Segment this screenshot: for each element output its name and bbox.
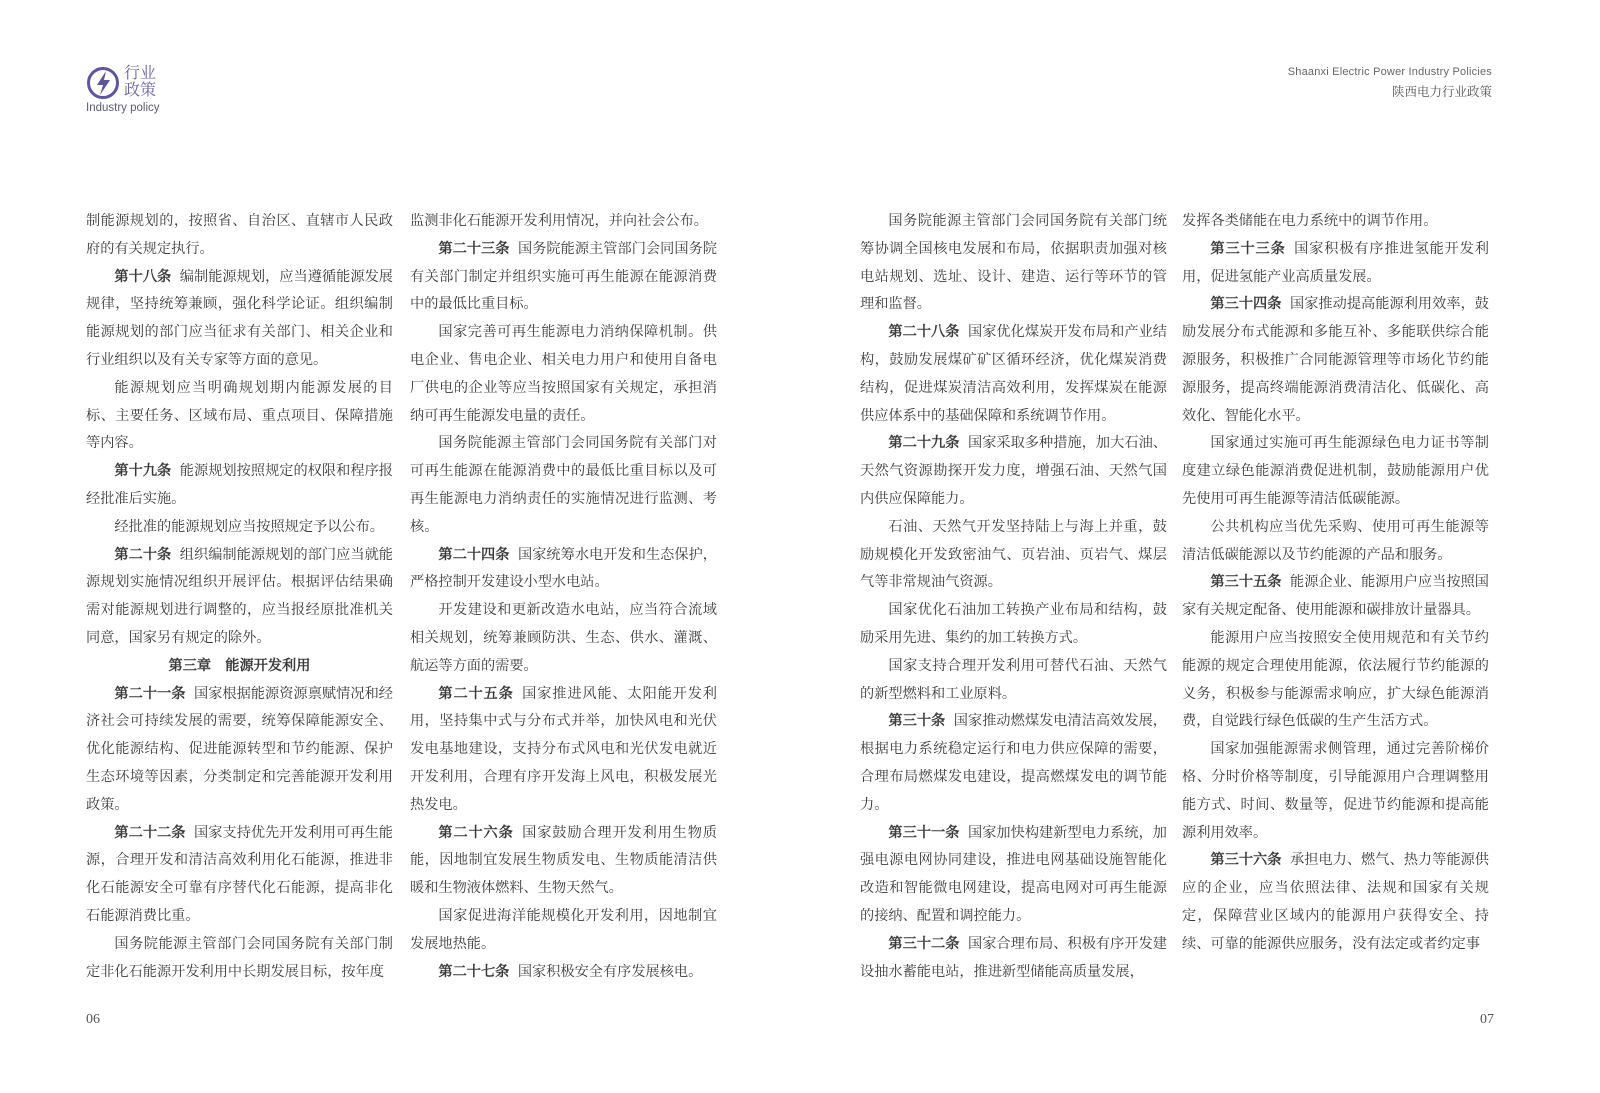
article-number: 第二十九条 xyxy=(888,435,960,452)
article-number: 第三十一条 xyxy=(888,824,960,841)
paragraph-text: 国家促进海洋能规模化开发利用，因地制宜发展地热能。 xyxy=(410,907,717,952)
paragraph xyxy=(86,931,393,987)
paragraph-text: 公共机构应当优先采购、使用可再生能源等清洁低碳能源以及节约能源的产品和服务。 xyxy=(1182,518,1489,563)
paragraph-text: 承担电力、燃气、热力等能源供应的企业，应当依照法律、法规和国家有关规定，保障营业区域内的能源用户获得安全、持续、可靠的能源供应服务，没有法定或者约定事 xyxy=(1182,852,1489,952)
paragraph-text: 国家完善可再生能源电力消纳保障机制。供电企业、售电企业、相关电力用户和使用自备电厂供电的企业等应当按照国家有关规定，承担消纳可再生能源发电量的责任。 xyxy=(410,324,717,424)
paragraph xyxy=(86,542,393,653)
article-number: 第十八条 xyxy=(114,268,172,285)
article-number: 第二十四条 xyxy=(438,546,510,563)
article-number: 第三十四条 xyxy=(1210,296,1282,313)
paragraph-text: 编制能源规划，应当遵循能源发展规律，坚持统筹兼顾，强化科学论证。组织编制能源规划的部门应当征求有关部门、相关企业和行业组织以及有关专家等方面的意见。 xyxy=(86,268,393,368)
paragraph xyxy=(860,820,1167,931)
article-number: 第二十三条 xyxy=(438,240,510,257)
paragraph-text: 国家支持合理开发利用可替代石油、天然气的新型燃料和工业原料。 xyxy=(860,657,1167,702)
page-number-right: 07 xyxy=(1480,1012,1494,1027)
paragraph-text: 国家推进风能、太阳能开发利用，坚持集中式与分布式并举，加快风电和光伏发电基地建设，支持分布式风电和光伏发电就近开发利用，合理有序开发海上风电，积极发展光热发电。 xyxy=(410,685,717,813)
paragraph xyxy=(1182,514,1489,570)
paragraph-text: 国务院能源主管部门会同国务院有关部门对可再生能源在能源消费中的最低比重目标以及可再生能源电力消纳责任的实施情况进行监测、考核。 xyxy=(410,435,717,535)
paragraph xyxy=(860,708,1167,819)
article-number: 第三十六条 xyxy=(1210,852,1282,869)
article-number: 第三十二条 xyxy=(888,935,960,952)
paragraph-text: 国家合理布局、积极有序开发建设抽水蓄能电站，推进新型储能高质量发展， xyxy=(860,935,1167,980)
paragraph xyxy=(410,236,717,319)
paragraph-text: 国家采取多种措施，加大石油、天然气资源勘探开发力度，增强石油、天然气国内供应保障能力。 xyxy=(860,435,1167,507)
header-english: Shaanxi Electric Power Industry Policies xyxy=(1287,66,1492,78)
paragraph-text: 能源规划按照规定的权限和程序报经批准后实施。 xyxy=(86,463,393,507)
paragraph xyxy=(86,458,393,514)
paragraph xyxy=(86,681,393,820)
paragraph xyxy=(1182,847,1489,958)
paragraph xyxy=(410,903,717,959)
paragraph xyxy=(860,319,1167,430)
article-number: 第三十条 xyxy=(888,713,946,730)
paragraph-text: 国家优化石油加工转换产业布局和结构，鼓励采用先进、集约的加工转换方式。 xyxy=(860,602,1167,646)
paragraph-text: 国家鼓励合理开发利用生物质能，因地制宜发展生物质发电、生物质能清洁供暖和生物液体燃料、生物天然气。 xyxy=(410,824,717,897)
article-number: 第三十五条 xyxy=(1210,574,1282,591)
text-column-1 xyxy=(86,208,393,986)
paragraph-text: 国务院能源主管部门会同国务院有关部门统筹协调全国核电发展和布局，依据职责加强对核电站规划、选址、设计、建造、运行等环节的管理和监督。 xyxy=(860,213,1167,313)
paragraph-text: 能源企业、能源用户应当按照国家有关规定配备、使用能源和碳排放计量器具。 xyxy=(1182,574,1489,619)
paragraph xyxy=(410,597,717,680)
paragraph-text: 国家加快构建新型电力系统，加强电源电网协同建设，推进电网基础设施智能化改造和智能微电网建设，提高电网对可再生能源的接纳、配置和调控能力。 xyxy=(860,824,1167,924)
paragraph xyxy=(410,208,717,236)
paragraph-text: 国务院能源主管部门会同国务院有关部门制定并组织实施可再生能源在能源消费中的最低比重目标。 xyxy=(410,240,717,313)
paragraph xyxy=(86,264,393,375)
article-number: 第十九条 xyxy=(114,463,172,480)
paragraph-text: 国家根据能源资源禀赋情况和经济社会可持续发展的需要，统筹保障能源安全、优化能源结构、促进能源转型和节约能源、保护生态环境等因素，分类制定和完善能源开发利用政策。 xyxy=(86,685,393,813)
article-number: 第二十七条 xyxy=(438,963,510,980)
paragraph-text: 国务院能源主管部门会同国务院有关部门制定非化石能源开发利用中长期发展目标，按年度 xyxy=(86,935,393,980)
paragraph xyxy=(860,653,1167,709)
paragraph xyxy=(860,430,1167,513)
paragraph-text: 国家通过实施可再生能源绿色电力证书等制度建立绿色能源消费促进机制，鼓励能源用户优先使用可再生能源等清洁低碳能源。 xyxy=(1182,435,1489,507)
paragraph-text: 发挥各类储能在电力系统中的调节作用。 xyxy=(1182,213,1438,229)
text-column-3 xyxy=(860,208,1167,986)
paragraph-text: 国家积极安全有序发展核电。 xyxy=(517,963,703,980)
paragraph xyxy=(410,959,717,987)
paragraph-text: 国家优化煤炭开发布局和产业结构，鼓励发展煤矿矿区循环经济，优化煤炭消费结构，促进煤炭清洁高效利用，发挥煤炭在能源供应体系中的基础保障和系统调节作用。 xyxy=(860,324,1167,424)
paragraph-text: 能源用户应当按照安全使用规范和有关节约能源的规定合理使用能源，依法履行节约能源的义务，积极参与能源需求响应，扩大绿色能源消费，自觉践行绿色低碳的生产生活方式。 xyxy=(1182,629,1489,730)
paragraph-text: 国家加强能源需求侧管理，通过完善阶梯价格、分时价格等制度，引导能源用户合理调整用能方式、时间、数量等，促进节约能源和提高能源利用效率。 xyxy=(1182,741,1489,841)
paragraph xyxy=(1182,625,1489,736)
paragraph-text: 制能源规划的，按照省、自治区、直辖市人民政府的有关规定执行。 xyxy=(86,213,393,257)
paragraph-text: 监测非化石能源开发利用情况，并向社会公布。 xyxy=(410,213,708,229)
running-header xyxy=(1288,66,1492,100)
paragraph xyxy=(410,319,717,430)
lightning-circle-icon xyxy=(86,66,120,100)
header-chinese: 陕西电力行业政策 xyxy=(1391,84,1492,99)
paragraph xyxy=(86,375,393,458)
paragraph xyxy=(1182,430,1489,513)
paragraph xyxy=(1182,569,1489,625)
article-number: 第二十六条 xyxy=(438,824,514,841)
paragraph xyxy=(410,430,717,541)
paragraph xyxy=(1182,208,1489,236)
page-number-left: 06 xyxy=(86,1012,100,1027)
paragraph-text: 能源规划应当明确规划期内能源发展的目标、主要任务、区域布局、重点项目、保障措施等内容。 xyxy=(86,379,393,452)
article-number: 第二十条 xyxy=(114,546,172,563)
paragraph xyxy=(410,820,717,903)
logo-title: 行业 政策 xyxy=(124,63,157,99)
article-number: 第三十三条 xyxy=(1210,240,1286,257)
paragraph xyxy=(860,208,1167,319)
logo-subtitle: Industry policy xyxy=(86,102,160,114)
article-number: 第二十二条 xyxy=(114,824,186,841)
paragraph-text: 经批准的能源规划应当按照规定予以公布。 xyxy=(114,518,384,535)
paragraph-text: 开发建设和更新改造水电站，应当符合流域相关规划，统筹兼顾防洪、生态、供水、灌溉、航运等方面的需要。 xyxy=(410,602,717,674)
paragraph-text: 国家积极有序推进氢能开发利用，促进氢能产业高质量发展。 xyxy=(1182,240,1489,285)
article-number: 第二十八条 xyxy=(888,324,960,341)
paragraph xyxy=(1182,236,1489,292)
paragraph xyxy=(860,514,1167,597)
paragraph-text: 国家支持优先开发利用可再生能源，合理开发和清洁高效利用化石能源，推进非化石能源安全可靠有序替代化石能源，提高非化石能源消费比重。 xyxy=(86,824,393,924)
paragraph xyxy=(86,820,393,931)
paragraph xyxy=(86,514,393,542)
paragraph xyxy=(410,542,717,598)
text-column-2 xyxy=(410,208,717,986)
paragraph-text: 组织编制能源规划的部门应当就能源规划实施情况组织开展评估。根据评估结果确需对能源规划进行调整的，应当报经原批准机关同意，国家另有规定的除外。 xyxy=(86,546,393,646)
paragraph-text: 国家统筹水电开发和生态保护，严格控制开发建设小型水电站。 xyxy=(410,546,717,591)
paragraph-text: 国家推动提高能源利用效率，鼓励发展分布式能源和多能互补、多能联供综合能源服务，积极推广合同能源管理等市场化节约能源服务，提高终端能源消费清洁化、低碳化、高效化、智能化水平。 xyxy=(1182,296,1489,424)
article-number: 第二十五条 xyxy=(438,685,514,702)
paragraph xyxy=(410,681,717,820)
paragraph xyxy=(86,208,393,264)
chapter-heading: 第三章 能源开发利用 xyxy=(168,657,311,674)
article-number: 第二十一条 xyxy=(114,685,186,702)
paragraph xyxy=(1182,291,1489,430)
text-column-4 xyxy=(1182,208,1489,959)
paragraph-text: 石油、天然气开发坚持陆上与海上并重，鼓励规模化开发致密油气、页岩油、页岩气、煤层气等非常规油气资源。 xyxy=(860,518,1167,591)
industry-policy-logo xyxy=(86,64,196,120)
paragraph xyxy=(1182,736,1489,847)
paragraph xyxy=(860,597,1167,653)
paragraph xyxy=(860,931,1167,987)
paragraph-text: 国家推动燃煤发电清洁高效发展，根据电力系统稳定运行和电力供应保障的需要，合理布局燃煤发电建设，提高燃煤发电的调节能力。 xyxy=(860,713,1167,813)
